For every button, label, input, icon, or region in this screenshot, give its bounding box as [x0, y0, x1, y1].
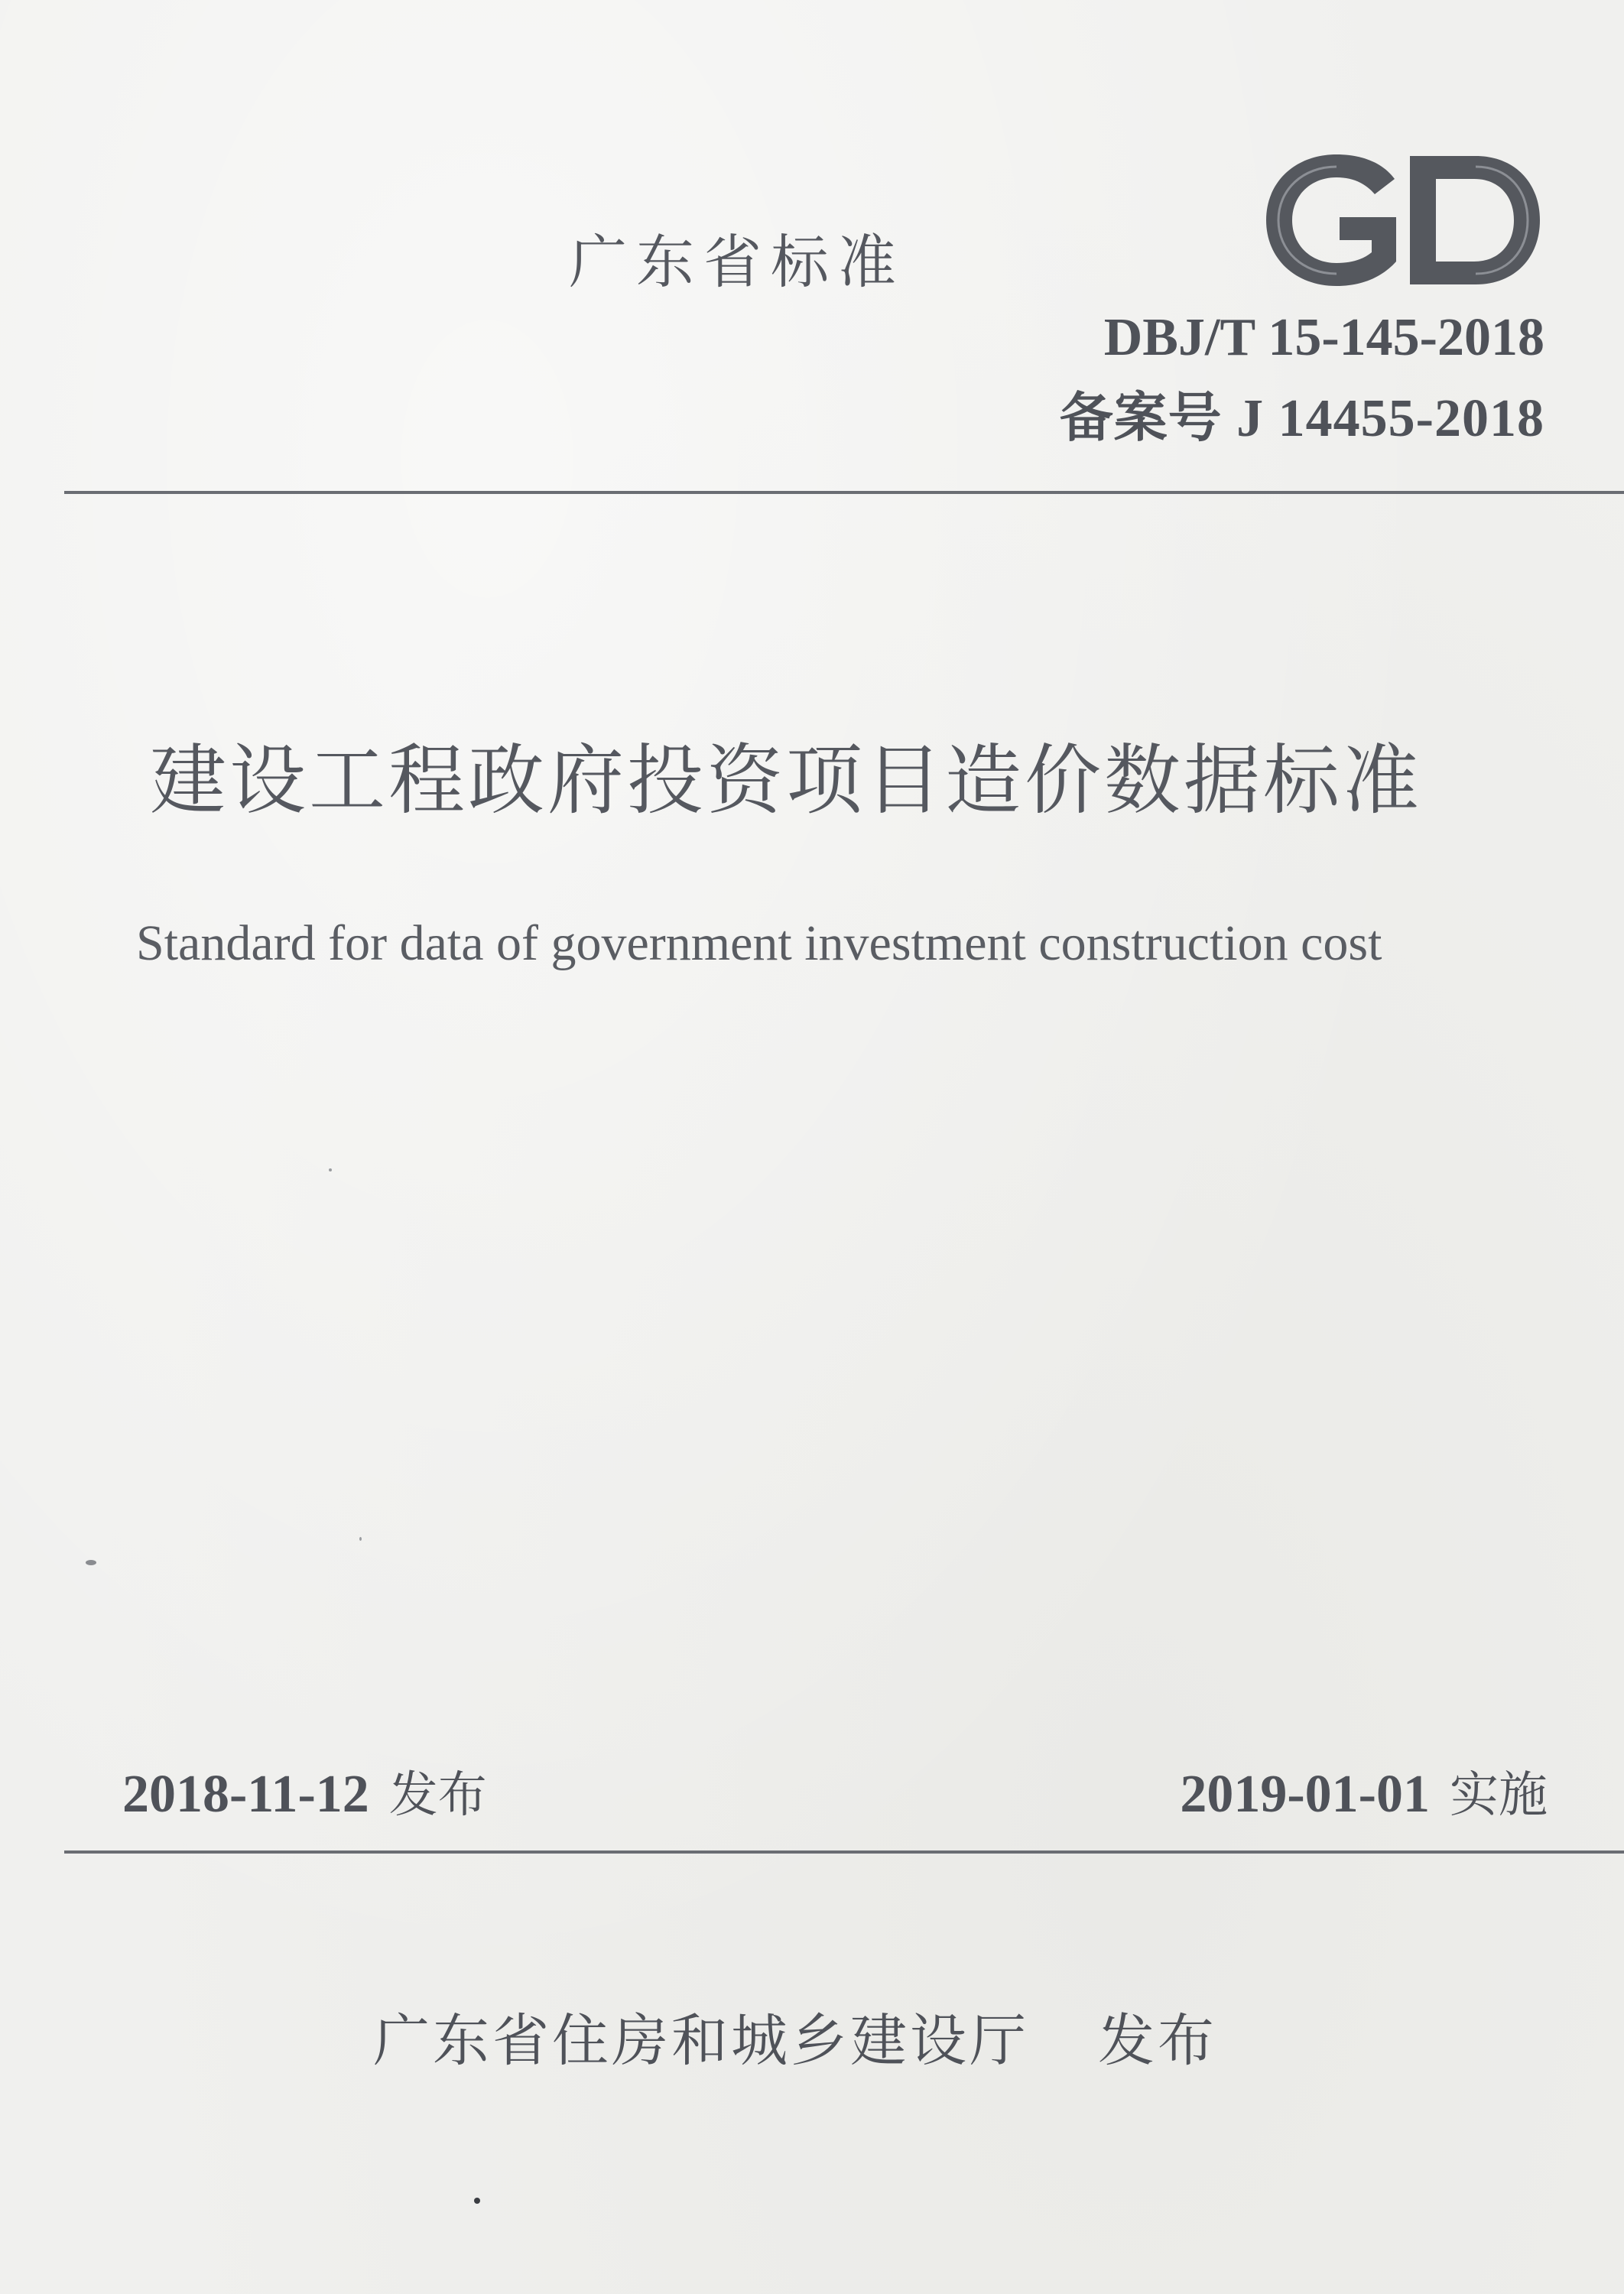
paper-speck [86, 1560, 96, 1565]
paper-speck [474, 2198, 480, 2204]
implement-label: 实施 [1450, 1767, 1548, 1824]
standard-type: 广东省标准 [569, 228, 905, 296]
implement-date: 2019-01-01 [1180, 1765, 1430, 1824]
paper-speck [329, 1168, 332, 1171]
standard-code: DBJ/T 15-145-2018 [1103, 308, 1544, 367]
publisher-action: 发布 [1098, 2008, 1217, 2074]
publisher-line [373, 1996, 1217, 2077]
title-english: Standard for data of government investment construction cost [136, 915, 1382, 971]
gd-logo [1260, 150, 1544, 291]
issue-date-block [122, 1756, 487, 1826]
paper-speck [359, 1537, 362, 1541]
issue-label: 发布 [388, 1767, 487, 1824]
bottom-rule [64, 1850, 1624, 1854]
implement-date-block [1180, 1756, 1548, 1826]
top-rule [64, 491, 1624, 494]
issue-date: 2018-11-12 [122, 1765, 369, 1824]
title-chinese: 建设工程政府投资项目造价数据标准 [150, 736, 1422, 825]
publisher-name: 广东省住房和城乡建设厅 [373, 2008, 1029, 2074]
record-number: 备案号 J 14455-2018 [1059, 389, 1544, 448]
